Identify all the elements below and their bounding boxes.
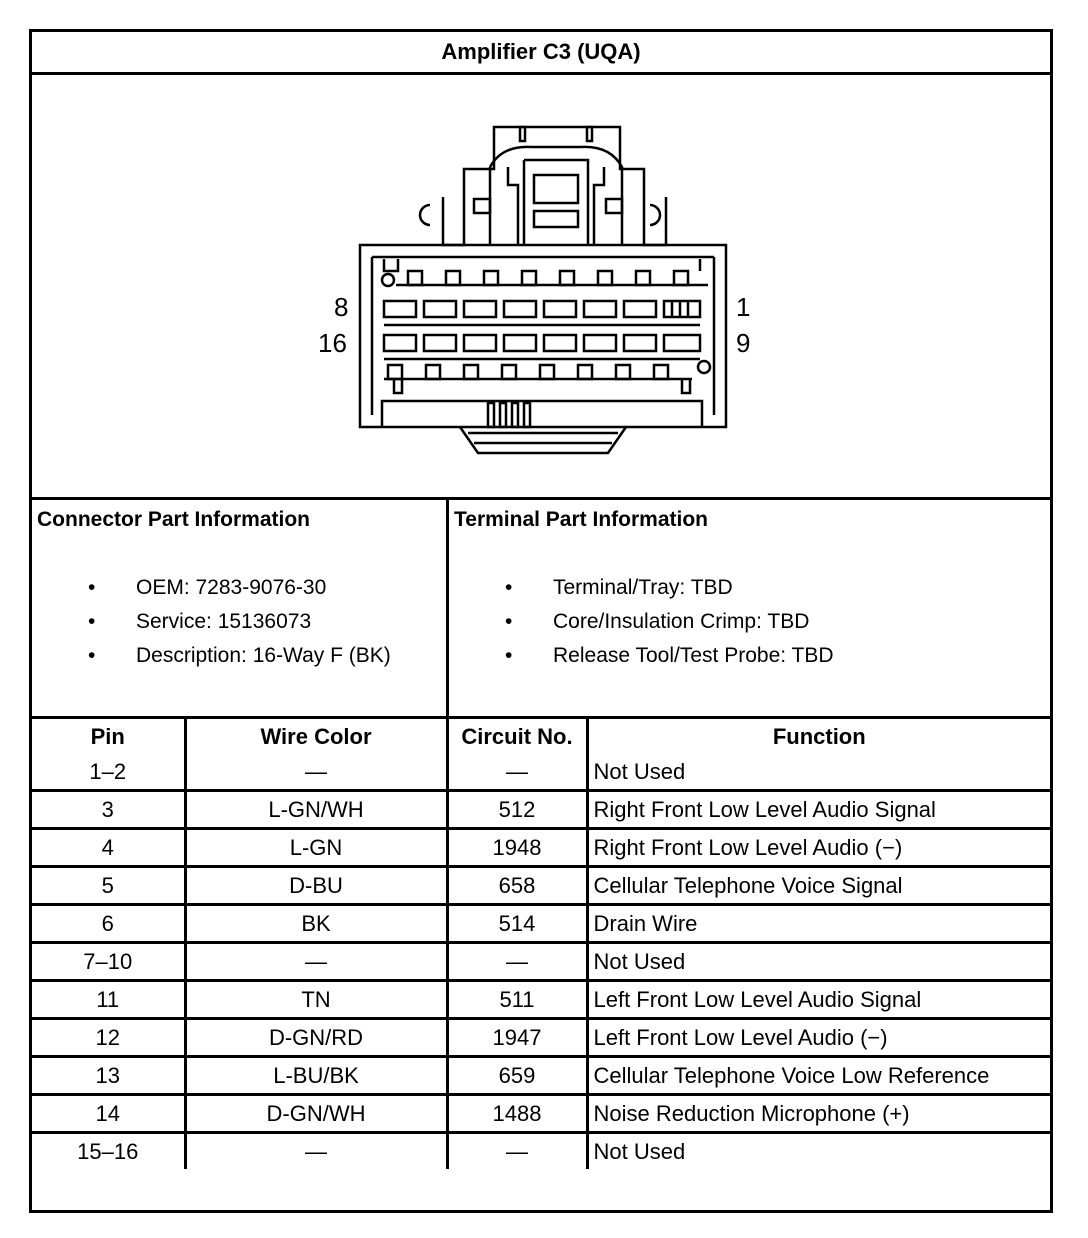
- pin-cell: 6: [32, 905, 185, 943]
- table-row: [32, 943, 1050, 981]
- wire-color-cell: —: [185, 1133, 447, 1170]
- pin-label-16: 16: [318, 328, 347, 358]
- function-cell: Drain Wire: [587, 905, 1050, 943]
- header-function: Function: [587, 719, 1050, 754]
- pin-cell: 12: [32, 1019, 185, 1057]
- pinout-table: [32, 719, 1050, 1169]
- circuit-no-cell: —: [447, 754, 587, 791]
- header-circuit-no: Circuit No.: [447, 719, 587, 754]
- bullet-icon: •: [88, 610, 96, 633]
- terminal-part-info: [449, 500, 1050, 716]
- table-row: [32, 1095, 1050, 1133]
- wire-color-cell: L-BU/BK: [185, 1057, 447, 1095]
- function-cell: Left Front Low Level Audio (−): [587, 1019, 1050, 1057]
- circuit-no-cell: 659: [447, 1057, 587, 1095]
- connector-description: Description: 16-Way F (BK): [136, 644, 391, 667]
- pin-cell: 1–2: [32, 754, 185, 791]
- pin-cell: 7–10: [32, 943, 185, 981]
- pin-cell: 14: [32, 1095, 185, 1133]
- terminal-crimp: Core/Insulation Crimp: TBD: [553, 610, 810, 633]
- circuit-no-cell: 514: [447, 905, 587, 943]
- function-cell: Not Used: [587, 1133, 1050, 1170]
- function-cell: Not Used: [587, 943, 1050, 981]
- function-cell: Cellular Telephone Voice Signal: [587, 867, 1050, 905]
- table-row: [32, 1133, 1050, 1170]
- bullet-icon: •: [505, 576, 513, 599]
- header-pin: Pin: [32, 719, 185, 754]
- pin-cell: 13: [32, 1057, 185, 1095]
- bullet-icon: •: [88, 576, 96, 599]
- pin-cell: 15–16: [32, 1133, 185, 1170]
- sheet-title: Amplifier C3 (UQA): [32, 32, 1050, 75]
- pin-cell: 5: [32, 867, 185, 905]
- connector-info-heading: Connector Part Information: [37, 508, 311, 531]
- wire-color-cell: —: [185, 943, 447, 981]
- circuit-no-cell: 1948: [447, 829, 587, 867]
- terminal-release-tool: Release Tool/Test Probe: TBD: [553, 644, 834, 667]
- wire-color-cell: TN: [185, 981, 447, 1019]
- bullet-icon: •: [505, 610, 513, 633]
- table-row: [32, 905, 1050, 943]
- terminal-info-heading: Terminal Part Information: [454, 508, 708, 531]
- wire-color-cell: D-GN/RD: [185, 1019, 447, 1057]
- table-header-row: [32, 719, 1050, 754]
- wire-color-cell: BK: [185, 905, 447, 943]
- wire-color-cell: —: [185, 754, 447, 791]
- table-row: [32, 1019, 1050, 1057]
- wire-color-cell: L-GN/WH: [185, 791, 447, 829]
- circuit-no-cell: 1488: [447, 1095, 587, 1133]
- connector-service: Service: 15136073: [136, 610, 312, 633]
- function-cell: Left Front Low Level Audio Signal: [587, 981, 1050, 1019]
- table-row: [32, 867, 1050, 905]
- table-row: [32, 791, 1050, 829]
- function-cell: Right Front Low Level Audio (−): [587, 829, 1050, 867]
- circuit-no-cell: —: [447, 943, 587, 981]
- connector-face-drawing: [32, 75, 1050, 497]
- circuit-no-cell: 512: [447, 791, 587, 829]
- function-cell: Not Used: [587, 754, 1050, 791]
- pin-label-1: 1: [736, 292, 751, 322]
- function-cell: Noise Reduction Microphone (+): [587, 1095, 1050, 1133]
- table-row: [32, 981, 1050, 1019]
- bullet-icon: •: [88, 644, 96, 667]
- wire-color-cell: L-GN: [185, 829, 447, 867]
- function-cell: Cellular Telephone Voice Low Reference: [587, 1057, 1050, 1095]
- circuit-no-cell: 511: [447, 981, 587, 1019]
- pin-label-9: 9: [736, 328, 751, 358]
- circuit-no-cell: —: [447, 1133, 587, 1170]
- terminal-tray: Terminal/Tray: TBD: [553, 576, 733, 599]
- pin-cell: 4: [32, 829, 185, 867]
- part-info-row: [32, 500, 1050, 719]
- wire-color-cell: D-GN/WH: [185, 1095, 447, 1133]
- table-row: [32, 754, 1050, 791]
- pin-cell: 3: [32, 791, 185, 829]
- circuit-no-cell: 1947: [447, 1019, 587, 1057]
- wire-color-cell: D-BU: [185, 867, 447, 905]
- circuit-no-cell: 658: [447, 867, 587, 905]
- pin-label-8: 8: [334, 292, 349, 322]
- connector-diagram: [32, 75, 1050, 500]
- table-row: [32, 1057, 1050, 1095]
- pin-cell: 11: [32, 981, 185, 1019]
- function-cell: Right Front Low Level Audio Signal: [587, 791, 1050, 829]
- table-row: [32, 829, 1050, 867]
- bullet-icon: •: [505, 644, 513, 667]
- connector-oem: OEM: 7283-9076-30: [136, 576, 327, 599]
- pinout-table-body: [32, 754, 1050, 1169]
- connector-part-info: [32, 500, 449, 716]
- header-wire-color: Wire Color: [185, 719, 447, 754]
- connector-sheet: [29, 29, 1053, 1213]
